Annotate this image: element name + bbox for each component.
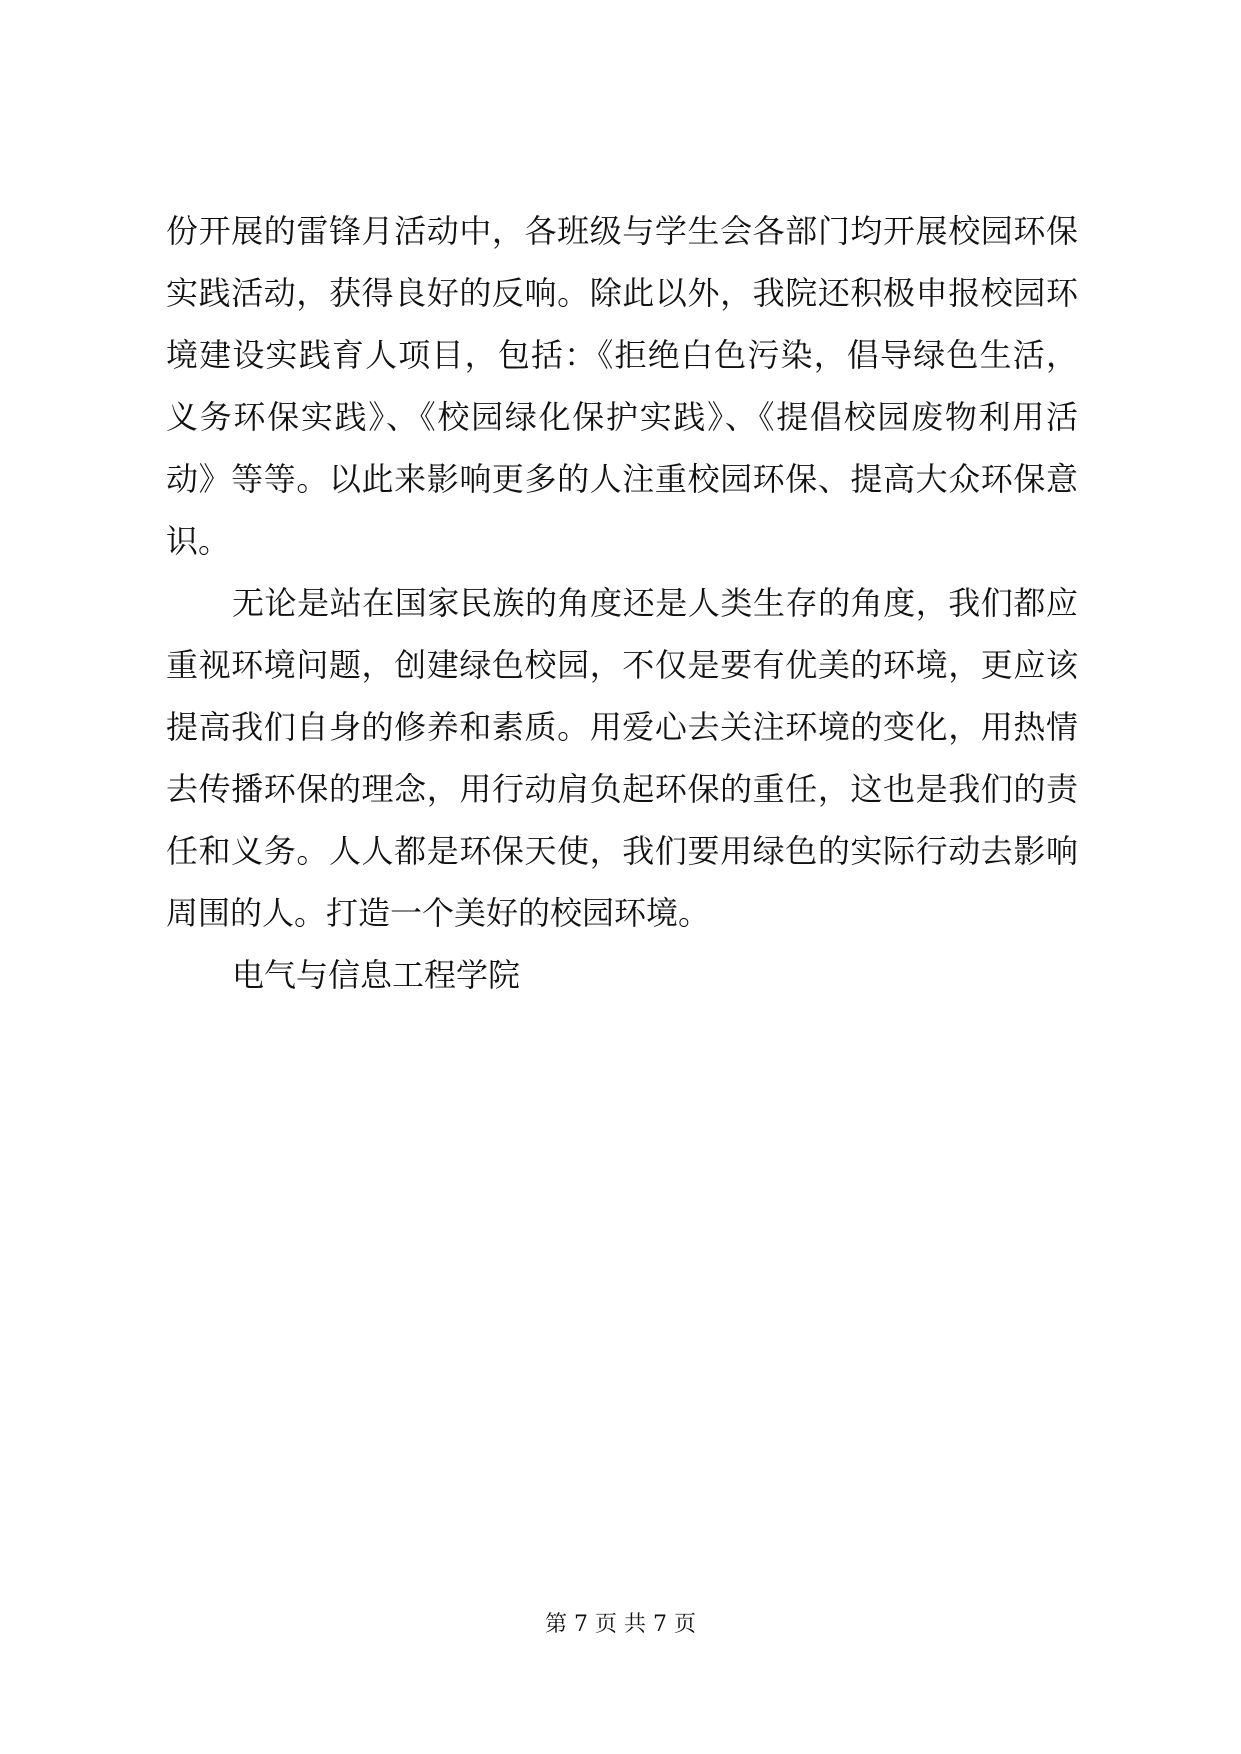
paragraph-line: 任和义务。人人都是环保天使，我们要用绿色的实际行动去影响 — [166, 832, 1078, 870]
paragraph-2 — [166, 572, 1078, 944]
paragraph-line: 无论是站在国家民族的角度还是人类生存的角度，我们都应 — [232, 584, 1078, 622]
paragraph-line: 份开展的雷锋月活动中，各班级与学生会各部门均开展校园环保 — [166, 212, 1078, 250]
paragraph-line: 去传播环保的理念，用行动肩负起环保的重任，这也是我们的责 — [166, 770, 1078, 808]
paragraph-line: 实践活动，获得良好的反响。除此以外，我院还积极申报校园环 — [166, 274, 1078, 312]
paragraph-1 — [166, 200, 1078, 572]
page-footer — [0, 1610, 1241, 1640]
paragraph-line: 周围的人。打造一个美好的校园环境。 — [166, 894, 711, 932]
paragraph-line: 义务环保实践》、《校园绿化保护实践》、《提倡校园废物利用活 — [166, 398, 1078, 436]
signature: 电气与信息工程学院 — [232, 956, 521, 994]
paragraph-line: 识。 — [166, 522, 231, 560]
paragraph-line: 动》等等。以此来影响更多的人注重校园环保、提高大众环保意 — [166, 460, 1078, 498]
paragraph-line: 重视环境问题，创建绿色校园，不仅是要有优美的环境，更应该 — [166, 646, 1078, 684]
page-number: 第 7 页 共 7 页 — [545, 1612, 696, 1637]
paragraph-line: 境建设实践育人项目，包括：《拒绝白色污染，倡导绿色生活， — [166, 336, 1078, 374]
document-body — [166, 200, 1078, 1006]
paragraph-line: 提高我们自身的修养和素质。用爱心去关注环境的变化，用热情 — [166, 708, 1078, 746]
